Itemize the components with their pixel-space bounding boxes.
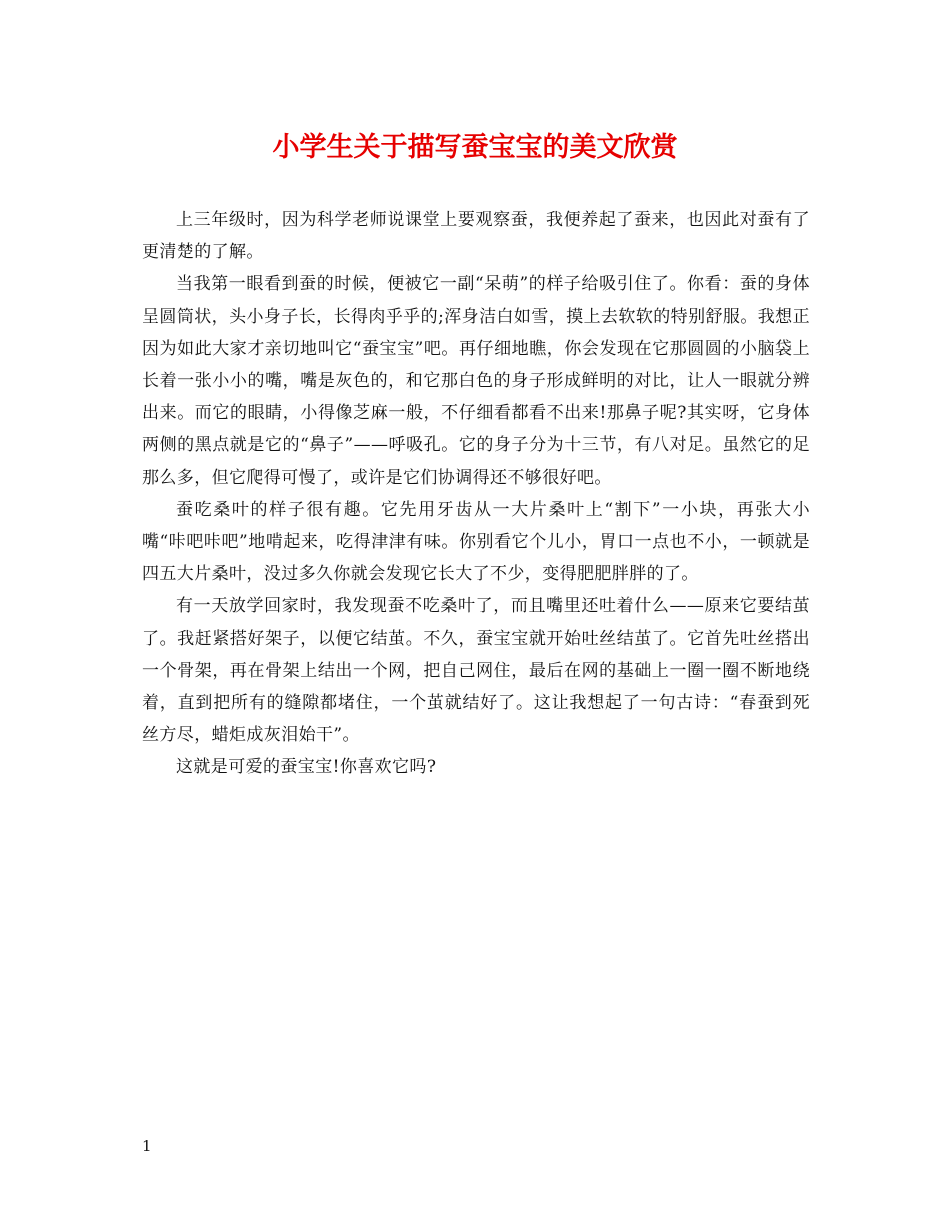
paragraph-5: 这就是可爱的蚕宝宝!你喜欢它吗? — [176, 757, 437, 778]
paragraph-1: 上三年级时，因为科学老师说课堂上要观察蚕，我便养起了蚕来，也因此对蚕有了更清楚的了解。 — [142, 210, 810, 263]
page-number: 1 — [142, 1137, 152, 1155]
paragraph-4: 有一天放学回家时，我发现蚕不吃桑叶了，而且嘴里还吐着什么——原来它要结茧了。我赶紧搭好架子，以便它结茧。不久，蚕宝宝就开始吐丝结茧了。它首先吐丝搭出一个骨架，再在骨架上结出一个网，把自己网住，最后在网的基础上一圈一圈不断地绕着，直到把所有的缝隙都堵住，一个茧就结好了。这让我想起了一句古诗：“春蚕到死丝方尽，蜡炬成灰泪始干”。 — [142, 596, 810, 746]
paragraph-2: 当我第一眼看到蚕的时候，便被它一副“呆萌”的样子给吸引住了。你看：蚕的身体呈圆筒状，头小身子长，长得肉乎乎的;浑身洁白如雪，摸上去软软的特别舒服。我想正因为如此大家才亲切地叫它“蚕宝宝”吧。再仔细地瞧，你会发现在它那圆圆的小脑袋上长着一张小小的嘴，嘴是灰色的，和它那白色的身子形成鲜明的对比，让人一眼就分辨出来。而它的眼睛，小得像芝麻一般，不仔细看都看不出来!那鼻子呢?其实呀，它身体两侧的黑点就是它的“鼻子”——呼吸孔。它的身子分为十三节，有八对足。虽然它的足那么多，但它爬得可慢了，或许是它们协调得还不够很好吧。 — [142, 274, 810, 488]
document-title: 小学生关于描写蚕宝宝的美文欣赏 — [272, 132, 678, 163]
document-body — [142, 204, 810, 784]
paragraph-3: 蚕吃桑叶的样子很有趣。它先用牙齿从一大片桑叶上“割下”一小块，再张大小嘴“咔吧咔吧”地啃起来，吃得津津有味。你别看它个儿小，胃口一点也不小，一顿就是四五大片桑叶，没过多久你就会发现它长大了不少，变得肥肥胖胖的了。 — [142, 499, 810, 585]
